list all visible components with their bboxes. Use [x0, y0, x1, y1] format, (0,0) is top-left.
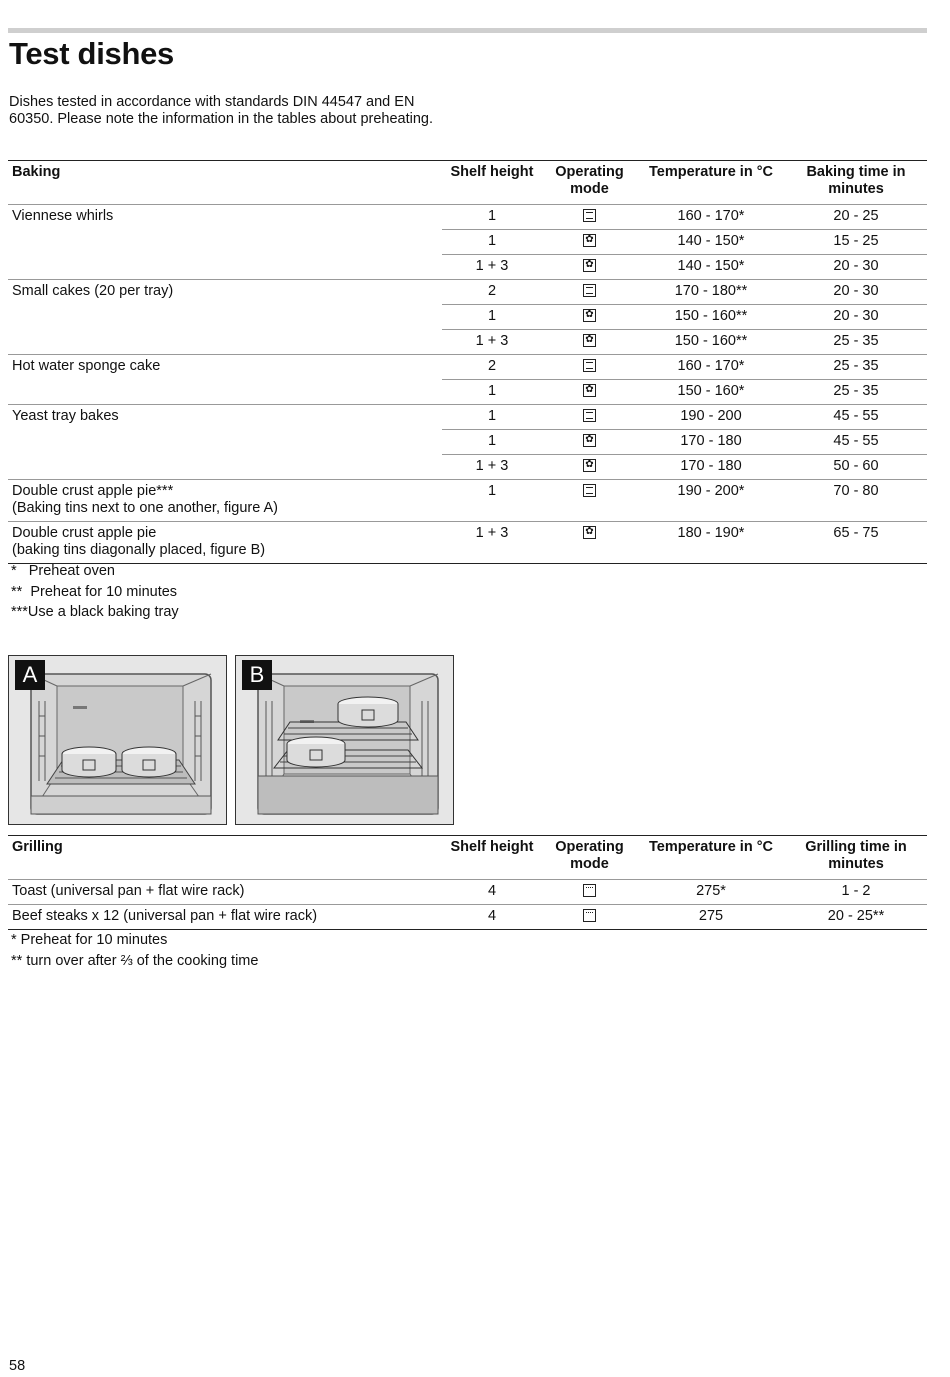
shelf-height-cell: 2 [487, 358, 497, 374]
operating-mode-cell [542, 480, 637, 522]
shelf-height-cell: 1 [487, 383, 497, 399]
baking-time-cell: 65 - 75 [833, 525, 879, 541]
operating-mode-cell [542, 305, 637, 330]
dish-name-line: Yeast tray bakes [12, 408, 119, 424]
figure-a-label: A [15, 660, 45, 690]
figure-a [8, 655, 227, 825]
table-row [8, 280, 927, 305]
hot-air-icon [583, 434, 596, 447]
baking-table [8, 160, 927, 564]
dish-name: Toast (universal pan + flat wire rack) [12, 883, 245, 899]
footnote: ** turn over after ⅔ of the cooking time [11, 952, 259, 969]
dish-name [8, 480, 442, 522]
operating-mode-cell [542, 522, 637, 564]
page-number: 58 [9, 1358, 26, 1374]
dish-name: Beef steaks x 12 (universal pan + flat wire rack) [12, 908, 318, 924]
temperature-cell: 140 - 150* [677, 233, 745, 249]
top-bottom-heat-icon [583, 209, 596, 222]
dish-name-line: Small cakes (20 per tray) [12, 283, 174, 299]
grilling-header-mode: Operating mode [555, 839, 624, 872]
hot-air-icon [583, 309, 596, 322]
temperature-cell: 275 [698, 908, 724, 924]
dish-name [8, 205, 442, 280]
temperature-cell: 275* [696, 883, 726, 899]
dish-name-note: (Baking tins next to one another, figure A) [12, 500, 278, 516]
baking-time-cell: 45 - 55 [833, 433, 879, 449]
dish-name [8, 355, 442, 405]
baking-header-mode: Operating mode [555, 164, 624, 197]
shelf-height-cell: 1 [487, 408, 497, 424]
shelf-height-cell: 4 [487, 883, 497, 899]
table-row [8, 205, 927, 230]
figure-b [235, 655, 454, 825]
operating-mode-cell [542, 205, 637, 230]
grilling-time-cell: 1 - 2 [841, 883, 871, 899]
footnote: * Preheat oven [11, 563, 115, 579]
operating-mode-cell [542, 430, 637, 455]
temperature-cell: 170 - 180** [674, 283, 748, 299]
operating-mode-cell [542, 455, 637, 480]
table-row [8, 355, 927, 380]
operating-mode-cell [542, 905, 637, 930]
grilling-footnotes [11, 930, 258, 971]
baking-header-temp: Temperature in °C [649, 164, 773, 180]
operating-mode-cell [542, 255, 637, 280]
baking-time-cell: 20 - 30 [833, 308, 879, 324]
baking-header-name: Baking [12, 164, 61, 180]
full-surface-grill-icon [583, 909, 596, 922]
baking-header-shelf: Shelf height [450, 164, 534, 180]
shelf-height-cell: 2 [487, 283, 497, 299]
baking-time-cell: 25 - 35 [833, 333, 879, 349]
grilling-header-row [8, 836, 927, 880]
hot-air-icon [583, 384, 596, 397]
operating-mode-cell [542, 880, 637, 905]
grilling-header-shelf: Shelf height [450, 839, 534, 855]
temperature-cell: 160 - 170* [677, 208, 745, 224]
baking-footnotes [11, 561, 179, 623]
grilling-header-time: Grilling time in minutes [805, 839, 907, 872]
baking-time-cell: 25 - 35 [833, 358, 879, 374]
baking-time-cell: 50 - 60 [833, 458, 879, 474]
temperature-cell: 190 - 200 [680, 408, 742, 424]
dish-name-line: Viennese whirls [12, 208, 114, 224]
shelf-height-cell: 1 [487, 208, 497, 224]
operating-mode-cell [542, 330, 637, 355]
hot-air-icon [583, 259, 596, 272]
full-surface-grill-icon [583, 884, 596, 897]
footnote: * Preheat for 10 minutes [11, 932, 168, 948]
baking-time-cell: 25 - 35 [833, 383, 879, 399]
dish-name [8, 280, 442, 355]
baking-header-time: Baking time in minutes [806, 164, 906, 197]
operating-mode-cell [542, 230, 637, 255]
dish-name-line: Double crust apple pie [12, 525, 157, 541]
table-row [8, 480, 927, 522]
temperature-cell: 160 - 170* [677, 358, 745, 374]
shelf-height-cell: 1 [487, 308, 497, 324]
shelf-height-cell: 4 [487, 908, 497, 924]
temperature-cell: 170 - 180 [680, 458, 742, 474]
figure-b-label: B [242, 660, 272, 690]
temperature-cell: 140 - 150* [677, 258, 745, 274]
baking-time-cell: 45 - 55 [833, 408, 879, 424]
grilling-header-name: Grilling [12, 839, 63, 855]
table-row [8, 880, 927, 905]
table-row [8, 905, 927, 930]
temperature-cell: 150 - 160** [674, 308, 748, 324]
baking-time-cell: 20 - 25 [833, 208, 879, 224]
hot-air-icon [583, 234, 596, 247]
shelf-height-cell: 1 + 3 [475, 258, 509, 274]
operating-mode-cell [542, 405, 637, 430]
top-rule [8, 28, 927, 33]
hot-air-icon [583, 459, 596, 472]
baking-time-cell: 20 - 30 [833, 283, 879, 299]
operating-mode-cell [542, 355, 637, 380]
hot-air-icon [583, 334, 596, 347]
baking-time-cell: 70 - 80 [833, 483, 879, 499]
top-bottom-heat-icon [583, 409, 596, 422]
table-row [8, 405, 927, 430]
hot-air-icon [583, 526, 596, 539]
operating-mode-cell [542, 280, 637, 305]
shelf-height-cell: 1 + 3 [475, 525, 509, 541]
table-row [8, 522, 927, 564]
grilling-table [8, 835, 927, 930]
footnote: ** Preheat for 10 minutes [11, 583, 178, 600]
operating-mode-cell [542, 380, 637, 405]
shelf-height-cell: 1 [487, 233, 497, 249]
baking-header-row [8, 161, 927, 205]
intro-text: Dishes tested in accordance with standards DIN 44547 and EN 60350. Please note the information in the tables about preheating. [9, 94, 434, 127]
footnote: ***Use a black baking tray [11, 604, 179, 620]
dish-name [8, 522, 442, 564]
top-bottom-heat-icon [583, 284, 596, 297]
dish-name-note: (baking tins diagonally placed, figure B) [12, 542, 266, 558]
grilling-time-cell: 20 - 25** [827, 908, 885, 924]
top-bottom-heat-icon [583, 484, 596, 497]
dish-name [8, 405, 442, 480]
baking-time-cell: 20 - 30 [833, 258, 879, 274]
top-bottom-heat-icon [583, 359, 596, 372]
temperature-cell: 170 - 180 [680, 433, 742, 449]
shelf-height-cell: 1 [487, 433, 497, 449]
temperature-cell: 150 - 160* [677, 383, 745, 399]
shelf-height-cell: 1 + 3 [475, 333, 509, 349]
grilling-header-temp: Temperature in °C [649, 839, 773, 855]
temperature-cell: 190 - 200* [677, 483, 745, 499]
dish-name-line: Double crust apple pie*** [12, 483, 174, 499]
temperature-cell: 150 - 160** [674, 333, 748, 349]
shelf-height-cell: 1 + 3 [475, 458, 509, 474]
baking-time-cell: 15 - 25 [833, 233, 879, 249]
page-title: Test dishes [9, 36, 174, 71]
dish-name-line: Hot water sponge cake [12, 358, 161, 374]
temperature-cell: 180 - 190* [677, 525, 745, 541]
shelf-height-cell: 1 [487, 483, 497, 499]
